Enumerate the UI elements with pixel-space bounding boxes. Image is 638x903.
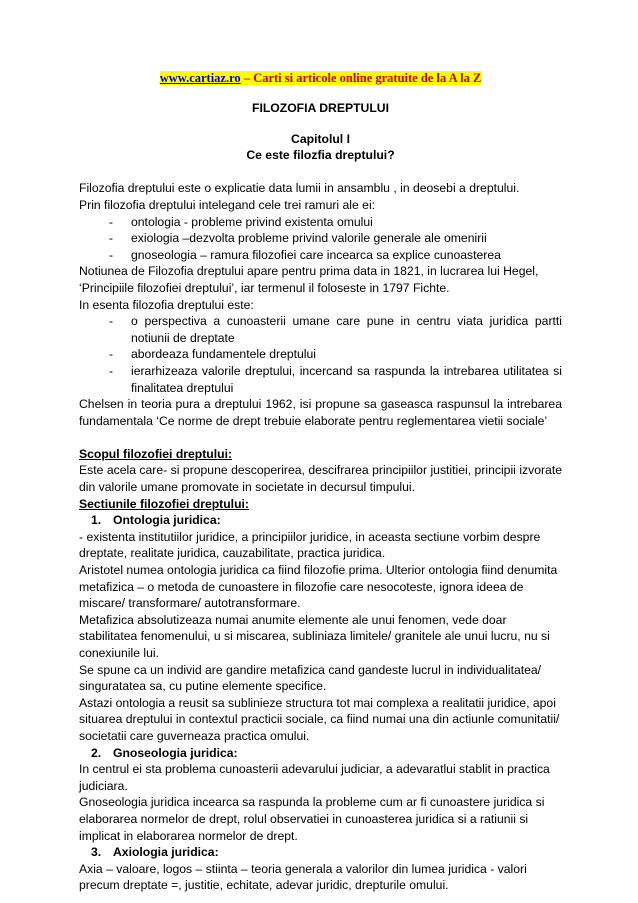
site-link[interactable]: www.cartiaz.ro (159, 71, 241, 85)
section-1-paragraph: Se spune ca un individ are gandire metafizica cand gandeste lucrul in individualitatea/ singuratatea sa, cu putine elemente specifice. (79, 662, 542, 694)
list-item: - ontologia - probleme privind existenta omului (109, 214, 562, 231)
intro-line-2: Prin filozofia dreptului intelegand cele trei ramuri ale ei: (79, 197, 376, 212)
sections-heading: Sectiunile filozofiei dreptului: (79, 496, 249, 511)
spacer (79, 164, 562, 181)
essence-list (79, 313, 562, 396)
list-item: - exiologia –dezvolta probleme privind valorile generale ale omenirii (109, 230, 562, 247)
section-3-heading (79, 844, 562, 861)
section-2-paragraph: Gnoseologia juridica incearca sa raspunda la probleme cum ar fi cunoastere juridica si elaborarea normelor de drept, rolul observatiei in cunoasterea juridica si a ratiunii si implicat in elaborarea normelor de drept. (79, 795, 545, 843)
section-number: 1. (91, 513, 102, 528)
section-2-heading (79, 745, 562, 762)
list-item: - o perspectiva a cunoasterii umane care pune in centru viata juridica partti notiunii de dreptate (109, 313, 562, 346)
section-2-paragraph: In centrul ei sta problema cunoasterii adevarului judiciar, a adevaratlui stablit in practica judiciara. (79, 762, 550, 793)
section-1-paragraph: - existenta institutiilor juridice, a principiilor juridice, in aceasta sectiune vorbim despre dreptate, realitate juridica, cauzabilitate, practica juridica. (79, 529, 541, 561)
site-tagline: – Carti si articole online gratuite de la A la Z (240, 71, 482, 85)
notion-paragraph: Notiunea de Filozofia dreptului apare pentru prima data in 1821, in lucrarea lui Hegel, ‘Principiile filozofiei dreptului’, iar termenul il foloseste in 1797 Fichte. (79, 264, 539, 295)
chelsen-paragraph: Chelsen in teoria pura a dreptului 1962, isi propune sa gaseasca raspunsul la intrebarea fundamentala ‘Ce norme de drept trebuie elaborate pentru reglementarea vietii sociale’ (79, 397, 562, 428)
section-1-paragraph: Astazi ontologia a reusit sa sublinieze structura tot mai complexa a realitatii juridice, apoi situarea dreptului in contextul practicii sociale, ca fiind numai una din actiunle comunitatii/ societatii care guverneaza practica omului. (79, 695, 560, 743)
list-item: - abordeaza fundamentele dreptului (109, 346, 562, 363)
chapter-label: Capitolul I (291, 131, 350, 146)
document-page (79, 70, 562, 894)
section-title: Ontologia juridica: (113, 513, 221, 528)
section-title: Gnoseologia juridica: (113, 745, 238, 760)
section-number: 3. (91, 845, 102, 860)
section-1-paragraph: Metafizica absolutizeaza numai anumite elemente ale unui fenomen, vede doar stabilitatea fenomenului, u si miscarea, subliniaza limitele/ granitele ale unui lucru, nu si conexiunile lui. (79, 612, 550, 660)
section-1-paragraph: Aristotel numea ontologia juridica ca fiind filozofie prima. Ulterior ontologia fiind denumita metafizica – o metoda de cunoastere in filozofie care nesocoteste, ignora ideea de miscare/ transformare/ autotransformare. (79, 563, 558, 611)
scope-paragraph: Este acela care- si propune descoperirea, descifrarea principiilor justitiei, principii izvorate din valorile umane promovate in societate in decursul timpului. (79, 463, 562, 495)
section-1-heading (79, 512, 562, 529)
section-3-paragraph: Axia – valoare, logos – stiinta – teoria generala a valorilor din lumea juridica - valori precum dreptate =, justitie, echitate, adevar juridic, drepturile omului. (79, 861, 527, 893)
document-title: FILOZOFIA DREPTULUI (252, 101, 389, 115)
scope-heading: Scopul filozofiei dreptului: (79, 446, 233, 461)
essence-lead: In esenta filozofia dreptului este: (79, 297, 254, 312)
site-banner (79, 70, 562, 87)
spacer (79, 429, 562, 446)
section-title: Axiologia juridica: (113, 845, 219, 860)
intro-line-1: Filozofia dreptului este o explicatie data lumii in ansamblu , in deosebi a dreptului. (79, 181, 520, 196)
list-item: - ierarhizeaza valorile dreptului, incercand sa raspunda la intrebarea utilitatea si finalitatea dreptului (109, 363, 562, 396)
branches-list (79, 214, 562, 264)
list-item: - gnoseologia – ramura filozofiei care incearca sa explice cunoasterea (109, 247, 562, 264)
section-number: 2. (91, 745, 102, 760)
chapter-title: Ce este filozfia dreptului? (246, 148, 395, 163)
